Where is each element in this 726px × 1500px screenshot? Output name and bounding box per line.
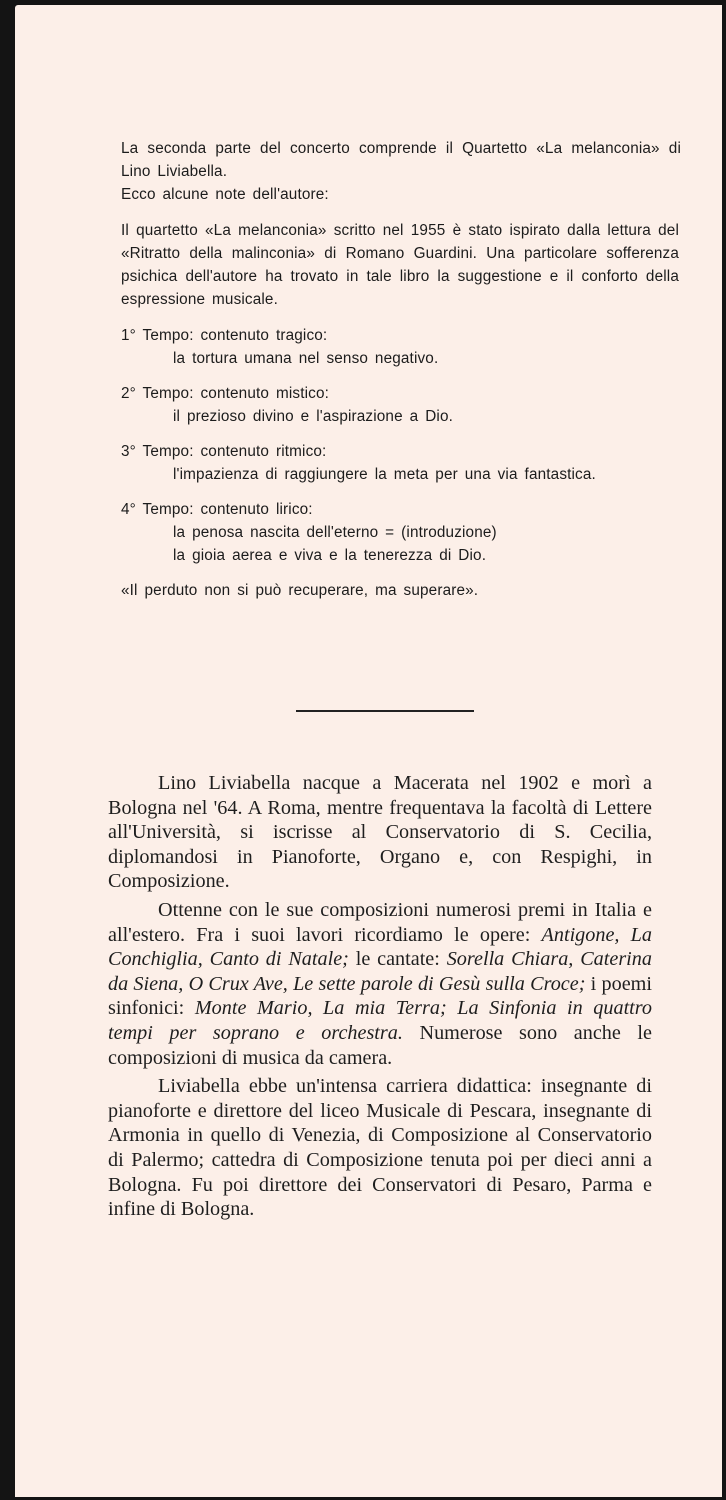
movement-line: la tortura umana nel senso negativo. [173,350,439,367]
program-notes [121,137,681,602]
leaflet-page [15,5,722,1497]
movement [121,440,681,486]
text-run: le cantate: [348,948,447,971]
author-note: Il quartetto «La melanconia» scritto nel 1955 è stato ispirato dalla lettura del «Ritratto della malinconia» di Romano Guardini. Una particolare sofferenza psichica dell'autore ha trovato in tale libro la suggestione e il conforto della espressione musicale. [121,222,679,308]
movement-heading: 3° Tempo: contenuto ritmico: [121,443,327,460]
movement-heading: 1° Tempo: contenuto tragico: [121,327,328,344]
biography-paragraph [108,898,652,1070]
text-run: i poemi sinfonici: [108,972,652,1020]
movement-heading: 2° Tempo: contenuto mistico: [121,385,329,402]
biography-paragraph: Lino Liviabella nacque a Macerata nel 1902 e morì a Bologna nel '64. A Roma, mentre frequentava la facoltà di Lettere all'Università, si iscrisse al Conservatorio di S. Cecilia, diplomandosi in Pianoforte, Organo e, con Respighi, in Composizione. [108,772,652,893]
movement-line: il prezioso divino e l'aspirazione a Dio. [173,408,454,425]
movement [121,498,681,567]
text-run: Numerose sono anche le composizioni di musica da camera. [108,1021,653,1069]
movement-line: l'impazienza di raggiungere la meta per una via fantastica. [173,466,596,483]
works-symphonic: Monte Mario, La mia Terra; La Sinfonia in quattro tempi per soprano e orchestra. [108,997,652,1044]
section-divider [296,710,474,712]
movement [121,324,681,370]
intro-line: La seconda parte del concerto comprende il Quartetto «La melanconia» di Lino Liviabella. [121,140,681,180]
intro-line: Ecco alcune note dell'autore: [121,186,329,203]
works-cantatas: Sorella Chiara, Caterina da Siena, O Crux Ave, Le sette parole di Gesù sulla Croce; [108,948,652,995]
movement-heading: 4° Tempo: contenuto lirico: [121,501,313,518]
movement-line: la penosa nascita dell'eterno = (introduzione) [173,524,497,541]
works-operas: Antigone, La Conchiglia, Canto di Natale; [108,923,652,971]
biography-paragraph: Liviabella ebbe un'intensa carriera didattica: insegnante di pianoforte e direttore del liceo Musicale di Pescara, insegnante di Armonia in quello di Venezia, di Composizione al Conservatorio di Palermo; cattedra di Composizione tenuta poi per dieci anni a Bologna. Fu poi direttore dei Conservatori di Pesaro, Parma e infine di Bologna. [108,1075,652,1221]
motto: «Il perduto non si può recuperare, ma superare». [121,582,479,599]
biography [108,771,652,1226]
movement [121,382,681,428]
movement-line: la gioia aerea e viva e la tenerezza di Dio. [173,547,487,564]
text-run: Ottenne con le sue composizioni numerosi premi in Italia e all'estero. Fra i suoi lavori ricordiamo le opere: [108,898,652,946]
